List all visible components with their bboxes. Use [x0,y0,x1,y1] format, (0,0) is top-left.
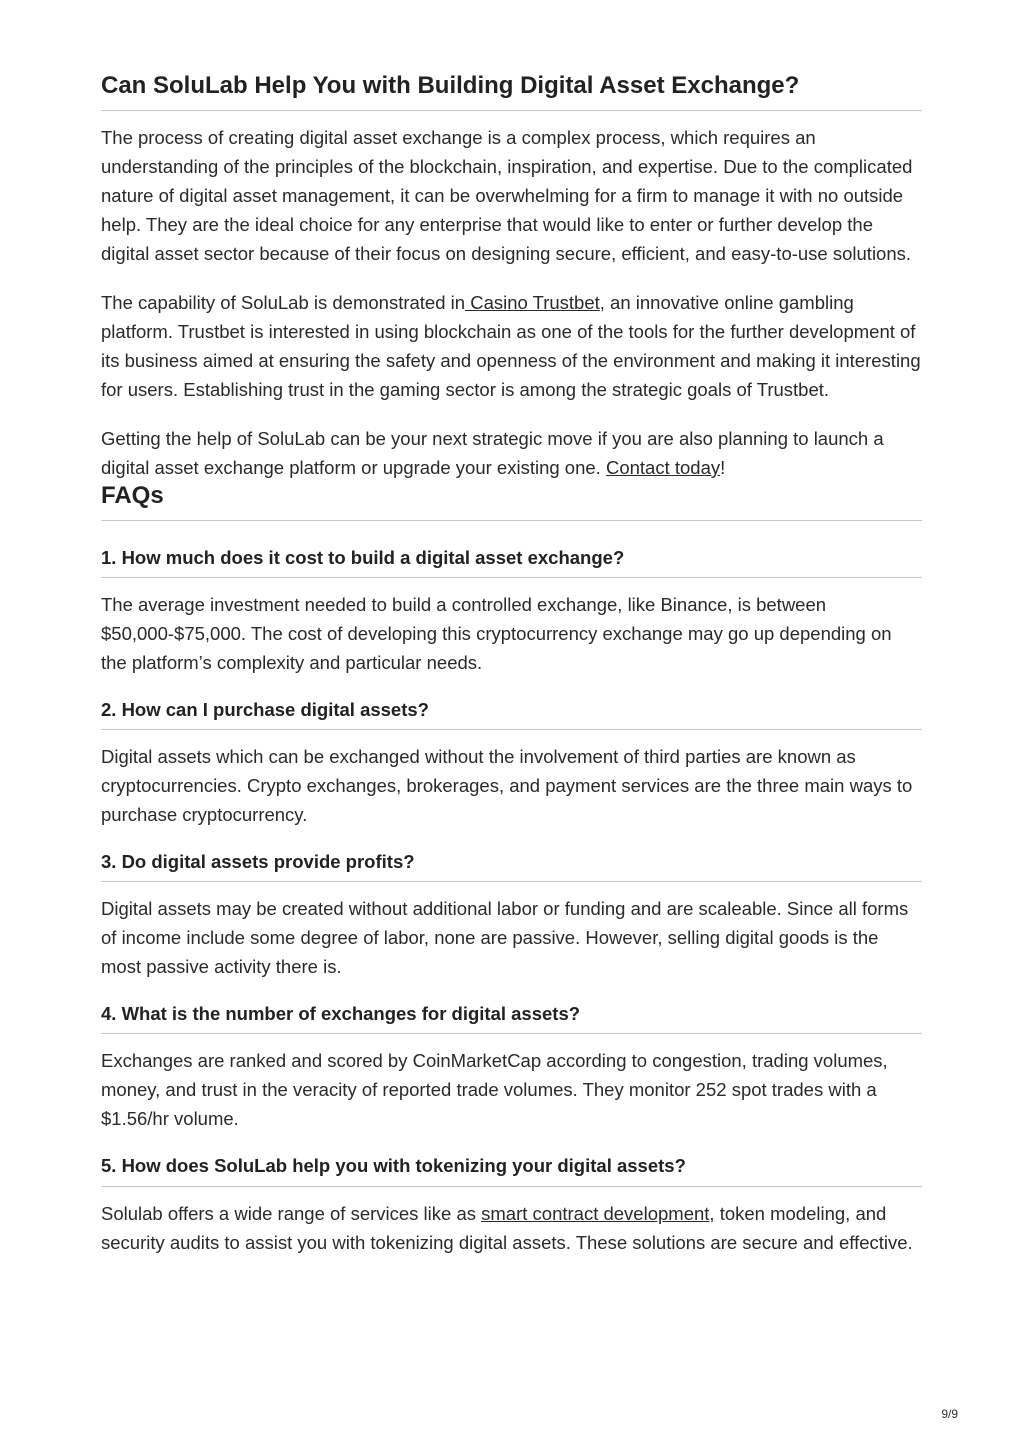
faq-question: 4. What is the number of exchanges for digital assets? [101,1003,922,1034]
contact-today-link[interactable]: Contact today [605,456,721,478]
page-number: 9/9 [941,1407,958,1421]
faq-answer: The average investment needed to build a controlled exchange, like Binance, is between $50,000-$75,000. The cost of developing this cryptocurrency exchange may go up depending on the platform’s complexity and particular needs. [101,593,892,673]
faq-item-1 [101,547,922,677]
faq-item-4 [101,1003,922,1133]
answer-text: Solulab offers a wide range of services like as [101,1202,482,1224]
smart-contract-development-link[interactable]: smart contract development, [481,1202,715,1224]
paragraph-text: ! [720,456,726,478]
faq-answer [101,1199,922,1257]
faq-answer: Digital assets may be created without additional labor or funding and are scaleable. Since all forms of income include some degree of labor, none are passive. However, selling digital goods is the most passive activity there is. [101,898,909,978]
paragraph-contact [101,424,922,482]
faq-question: 3. Do digital assets provide profits? [101,851,922,882]
faq-item-5 [101,1155,922,1256]
faq-item-2 [101,699,922,829]
paragraph-text: , an innovative online gambling platform. Trustbet is interested in using blockchain as one of the tools for the further development of its business aimed at ensuring the safety and openness of the environment and making it interesting for users. Establishing trust in the gaming sector is among the strategic goals of Trustbet. [101,291,921,400]
faq-question: 2. How can I purchase digital assets? [101,699,922,730]
paragraph-text: Getting the help of SoluLab can be your next strategic move if you are also planning to launch a digital asset exchange platform or upgrade your existing one. [101,427,884,478]
casino-trustbet-link[interactable]: Casino Trustbet [465,291,600,313]
faq-answer: Exchanges are ranked and scored by CoinMarketCap according to congestion, trading volumes, money, and trust in the veracity of reported trade volumes. They monitor 252 spot trades with a $1.56/hr volume. [101,1050,888,1130]
paragraph-text: The capability of SoluLab is demonstrated in [101,291,466,313]
paragraph-trustbet [101,288,922,404]
faq-item-3 [101,851,922,981]
faq-question: 1. How much does it cost to build a digital asset exchange? [101,547,922,578]
faq-answer: Digital assets which can be exchanged without the involvement of third parties are known as cryptocurrencies. Crypto exchanges, brokerages, and payment services are the three main ways to purchase cryptocurrency. [101,745,913,825]
answer-text: token modeling, and security audits to assist you with tokenizing digital assets. These solutions are secure and effective. [101,1202,913,1253]
faqs-heading: FAQs [101,482,922,521]
article-content [101,72,922,1257]
paragraph-intro: The process of creating digital asset exchange is a complex process, which requires an understanding of the principles of the blockchain, inspiration, and expertise. Due to the complicated nature of digital asset management, it can be overwhelming for a firm to manage it with no outside help. They are the ideal choice for any enterprise that would like to enter or further develop the digital asset sector because of their focus on designing secure, efficient, and easy-to-use solutions. [101,126,913,264]
section-heading: Can SoluLab Help You with Building Digital Asset Exchange? [101,72,922,111]
faq-question: 5. How does SoluLab help you with tokenizing your digital assets? [101,1155,922,1186]
